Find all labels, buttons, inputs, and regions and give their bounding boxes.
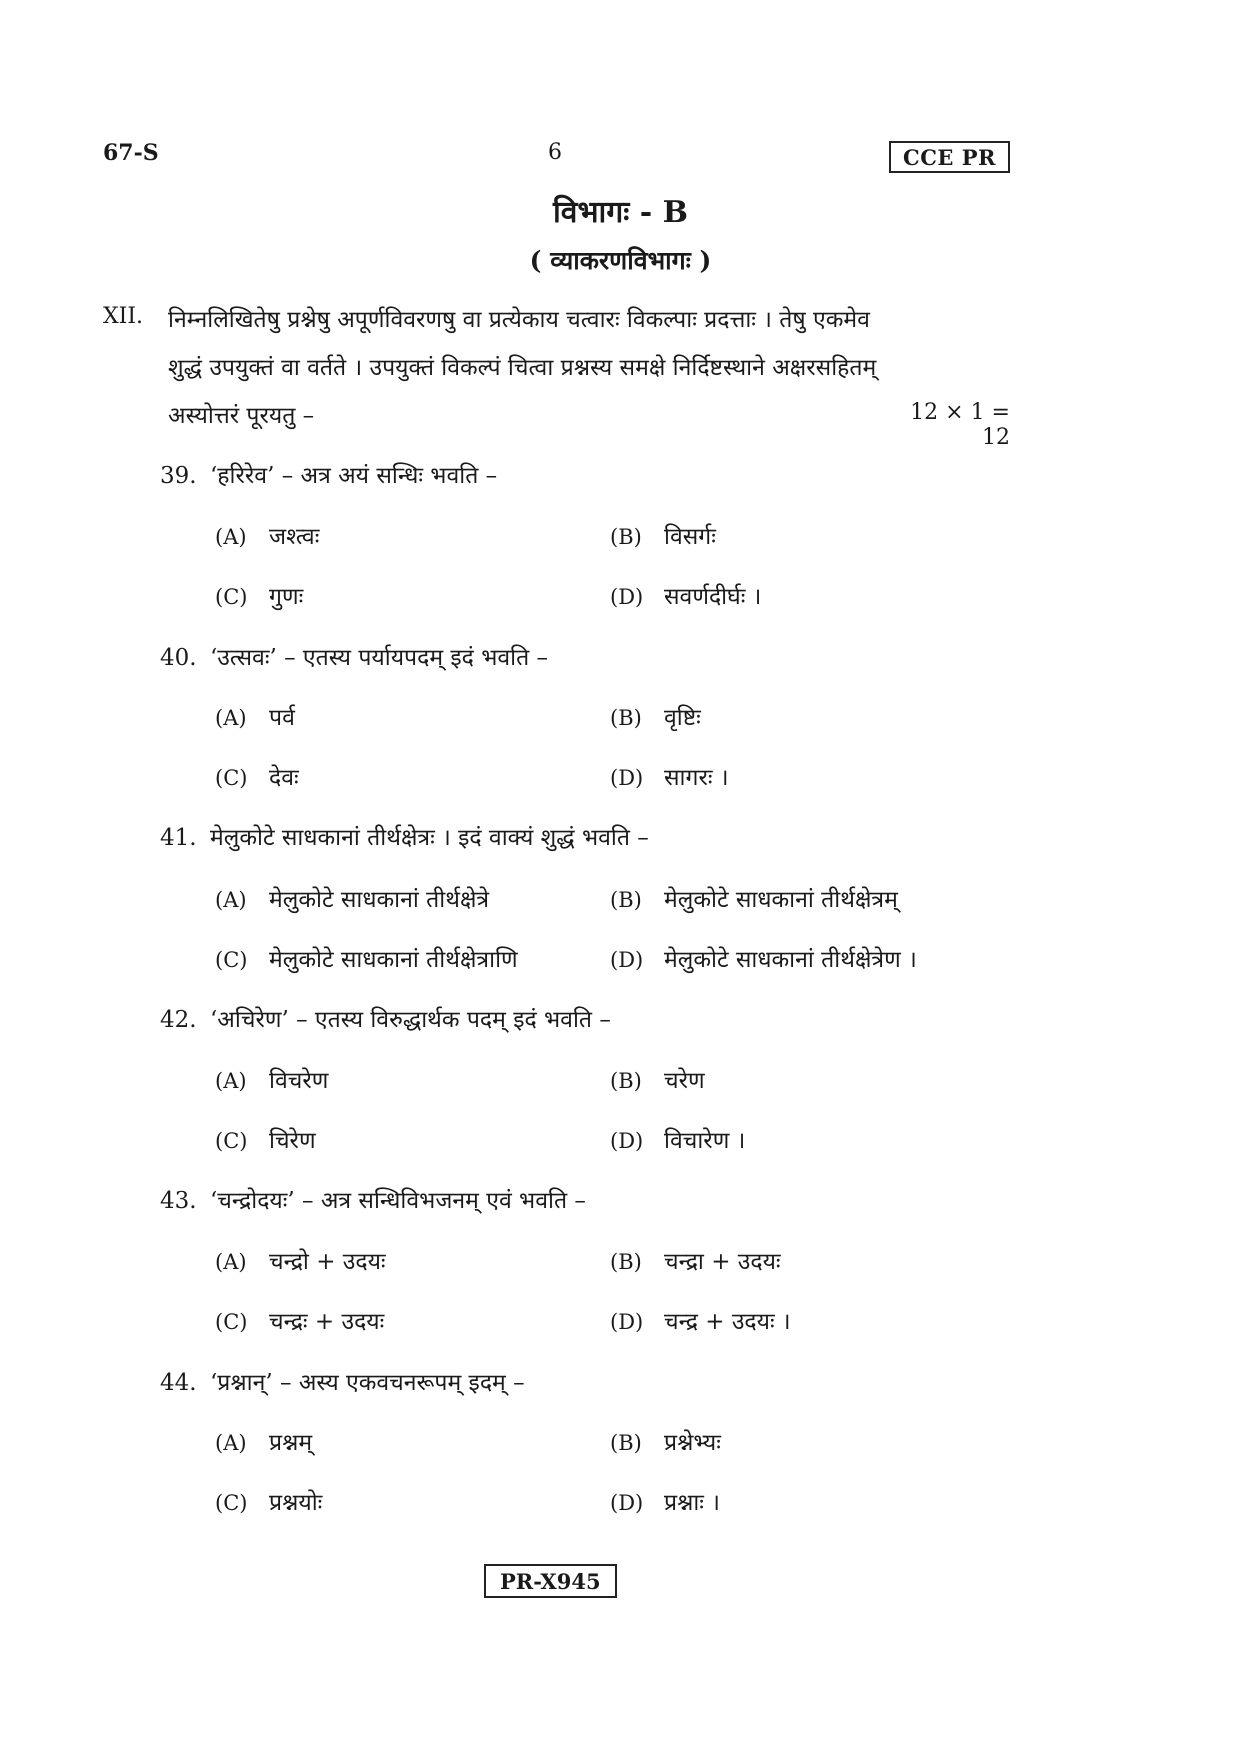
option-text: देवः bbox=[269, 765, 299, 791]
option-43-d bbox=[610, 1304, 791, 1336]
option-41-b bbox=[610, 882, 898, 914]
option-text: मेलुकोटे साधकानां तीर्थक्षेत्रे bbox=[269, 887, 490, 913]
option-41-d bbox=[610, 942, 917, 974]
option-42-b bbox=[610, 1063, 705, 1095]
option-text: वृष्टिः bbox=[664, 705, 701, 731]
stream-code-box: CCE PR bbox=[889, 141, 1010, 173]
section-subtitle: ( व्याकरणविभागः ) bbox=[529, 246, 712, 275]
option-text: चन्द्रो + उदयः bbox=[269, 1249, 386, 1275]
footer-code-box: PR-X945 bbox=[484, 1564, 617, 1598]
question-number: 44. bbox=[160, 1370, 197, 1396]
option-letter: (A) bbox=[215, 525, 247, 549]
option-42-d bbox=[610, 1123, 745, 1155]
option-letter: (D) bbox=[610, 1310, 644, 1334]
option-letter: (A) bbox=[215, 1431, 247, 1455]
option-letter: (D) bbox=[610, 766, 644, 790]
option-letter: (C) bbox=[215, 766, 248, 790]
question-text: ‘हरिरेव’ – अत्र अयं सन्धिः भवति – bbox=[210, 463, 498, 489]
option-letter: (C) bbox=[215, 585, 248, 609]
question-43 bbox=[160, 1183, 586, 1215]
option-41-c bbox=[215, 942, 518, 974]
paper-code: 67-S bbox=[103, 140, 159, 166]
option-letter: (D) bbox=[610, 1129, 644, 1153]
option-letter: (B) bbox=[610, 525, 642, 549]
option-40-a bbox=[215, 700, 295, 732]
option-letter: (A) bbox=[215, 1250, 247, 1274]
option-text: चन्द्रः + उदयः bbox=[269, 1309, 385, 1335]
question-41 bbox=[160, 820, 649, 852]
question-number: 39. bbox=[160, 463, 197, 489]
instruction-line-1: निम्नलिखितेषु प्रश्नेषु अपूर्णविवरणषु वा प्रत्येकाय चत्वारः विकल्पाः प्रदत्ताः । तेषु एकमेव bbox=[168, 307, 870, 333]
option-44-c bbox=[215, 1485, 322, 1517]
marks-allocation: 12 × 1 = 12 bbox=[910, 400, 1010, 450]
question-42 bbox=[160, 1002, 611, 1034]
question-text: ‘प्रश्नान्’ – अस्य एकवचनरूपम् इदम् – bbox=[210, 1370, 525, 1396]
question-number: 42. bbox=[160, 1007, 197, 1033]
option-text: प्रश्नेभ्यः bbox=[664, 1430, 721, 1456]
option-text: विचारेण । bbox=[664, 1128, 746, 1154]
option-43-a bbox=[215, 1244, 386, 1276]
option-39-c bbox=[215, 579, 303, 611]
question-39 bbox=[160, 458, 497, 490]
option-text: चिरेण bbox=[269, 1128, 316, 1154]
option-text: प्रश्नाः । bbox=[664, 1490, 720, 1516]
question-text: ‘उत्सवः’ – एतस्य पर्यायपदम् इदं भवति – bbox=[210, 645, 549, 671]
option-39-b bbox=[610, 519, 716, 551]
instruction-line-3: अस्योत्तरं पूरयतु – bbox=[168, 403, 315, 429]
option-letter: (B) bbox=[610, 706, 642, 730]
option-text: मेलुकोटे साधकानां तीर्थक्षेत्राणि bbox=[269, 947, 518, 973]
question-number: 40. bbox=[160, 645, 197, 671]
option-text: प्रश्नयोः bbox=[269, 1490, 323, 1516]
option-text: सागरः । bbox=[664, 765, 729, 791]
option-letter: (B) bbox=[610, 1250, 642, 1274]
option-letter: (C) bbox=[215, 1310, 248, 1334]
option-43-b bbox=[610, 1244, 781, 1276]
option-40-d bbox=[610, 760, 729, 792]
option-letter: (A) bbox=[215, 1069, 247, 1093]
option-letter: (C) bbox=[215, 1129, 248, 1153]
question-number: 41. bbox=[160, 825, 197, 851]
option-text: प्रश्नम् bbox=[269, 1430, 313, 1456]
option-42-c bbox=[215, 1123, 316, 1155]
page-number: 6 bbox=[548, 140, 562, 165]
option-44-a bbox=[215, 1425, 312, 1457]
option-text: गुणः bbox=[269, 584, 304, 610]
option-letter: (C) bbox=[215, 948, 248, 972]
option-44-b bbox=[610, 1425, 721, 1457]
instruction-number: XII. bbox=[103, 304, 144, 329]
option-43-c bbox=[215, 1304, 384, 1336]
question-text: ‘चन्द्रोदयः’ – अत्र सन्धिविभजनम् एवं भवति – bbox=[210, 1188, 586, 1214]
option-letter: (A) bbox=[215, 888, 247, 912]
option-letter: (D) bbox=[610, 948, 644, 972]
question-text: ‘अचिरेण’ – एतस्य विरुद्धार्थक पदम् इदं भवति – bbox=[210, 1007, 611, 1033]
question-number: 43. bbox=[160, 1188, 197, 1214]
option-letter: (C) bbox=[215, 1491, 248, 1515]
instruction-line-2: शुद्धं उपयुक्तं वा वर्तते । उपयुक्तं विकल्पं चित्वा प्रश्नस्य समक्षे निर्दिष्टस्थाने अक्षरसहितम् bbox=[168, 355, 877, 381]
option-text: चरेण bbox=[664, 1068, 705, 1094]
section-title: विभागः - B bbox=[553, 195, 688, 230]
option-text: मेलुकोटे साधकानां तीर्थक्षेत्रेण । bbox=[664, 947, 917, 973]
question-44 bbox=[160, 1365, 525, 1397]
option-letter: (D) bbox=[610, 1491, 644, 1515]
option-letter: (D) bbox=[610, 585, 644, 609]
option-40-b bbox=[610, 700, 701, 732]
option-text: विसर्गः bbox=[664, 524, 716, 550]
option-text: पर्व bbox=[269, 705, 295, 731]
option-text: जश्त्वः bbox=[269, 524, 320, 550]
option-42-a bbox=[215, 1063, 328, 1095]
option-text: मेलुकोटे साधकानां तीर्थक्षेत्रम् bbox=[664, 887, 898, 913]
option-text: चन्द्र + उदयः । bbox=[664, 1309, 791, 1335]
option-39-a bbox=[215, 519, 319, 551]
option-letter: (B) bbox=[610, 1431, 642, 1455]
option-text: विचरेण bbox=[269, 1068, 329, 1094]
option-44-d bbox=[610, 1485, 720, 1517]
option-40-c bbox=[215, 760, 299, 792]
option-letter: (B) bbox=[610, 1069, 642, 1093]
option-letter: (A) bbox=[215, 706, 247, 730]
option-41-a bbox=[215, 882, 489, 914]
option-letter: (B) bbox=[610, 888, 642, 912]
option-39-d bbox=[610, 579, 761, 611]
question-40 bbox=[160, 640, 548, 672]
option-text: चन्द्रा + उदयः bbox=[664, 1249, 781, 1275]
option-text: सवर्णदीर्घः । bbox=[664, 584, 762, 610]
question-text: मेलुकोटे साधकानां तीर्थक्षेत्रः । इदं वाक्यं शुद्धं भवति – bbox=[210, 825, 649, 851]
